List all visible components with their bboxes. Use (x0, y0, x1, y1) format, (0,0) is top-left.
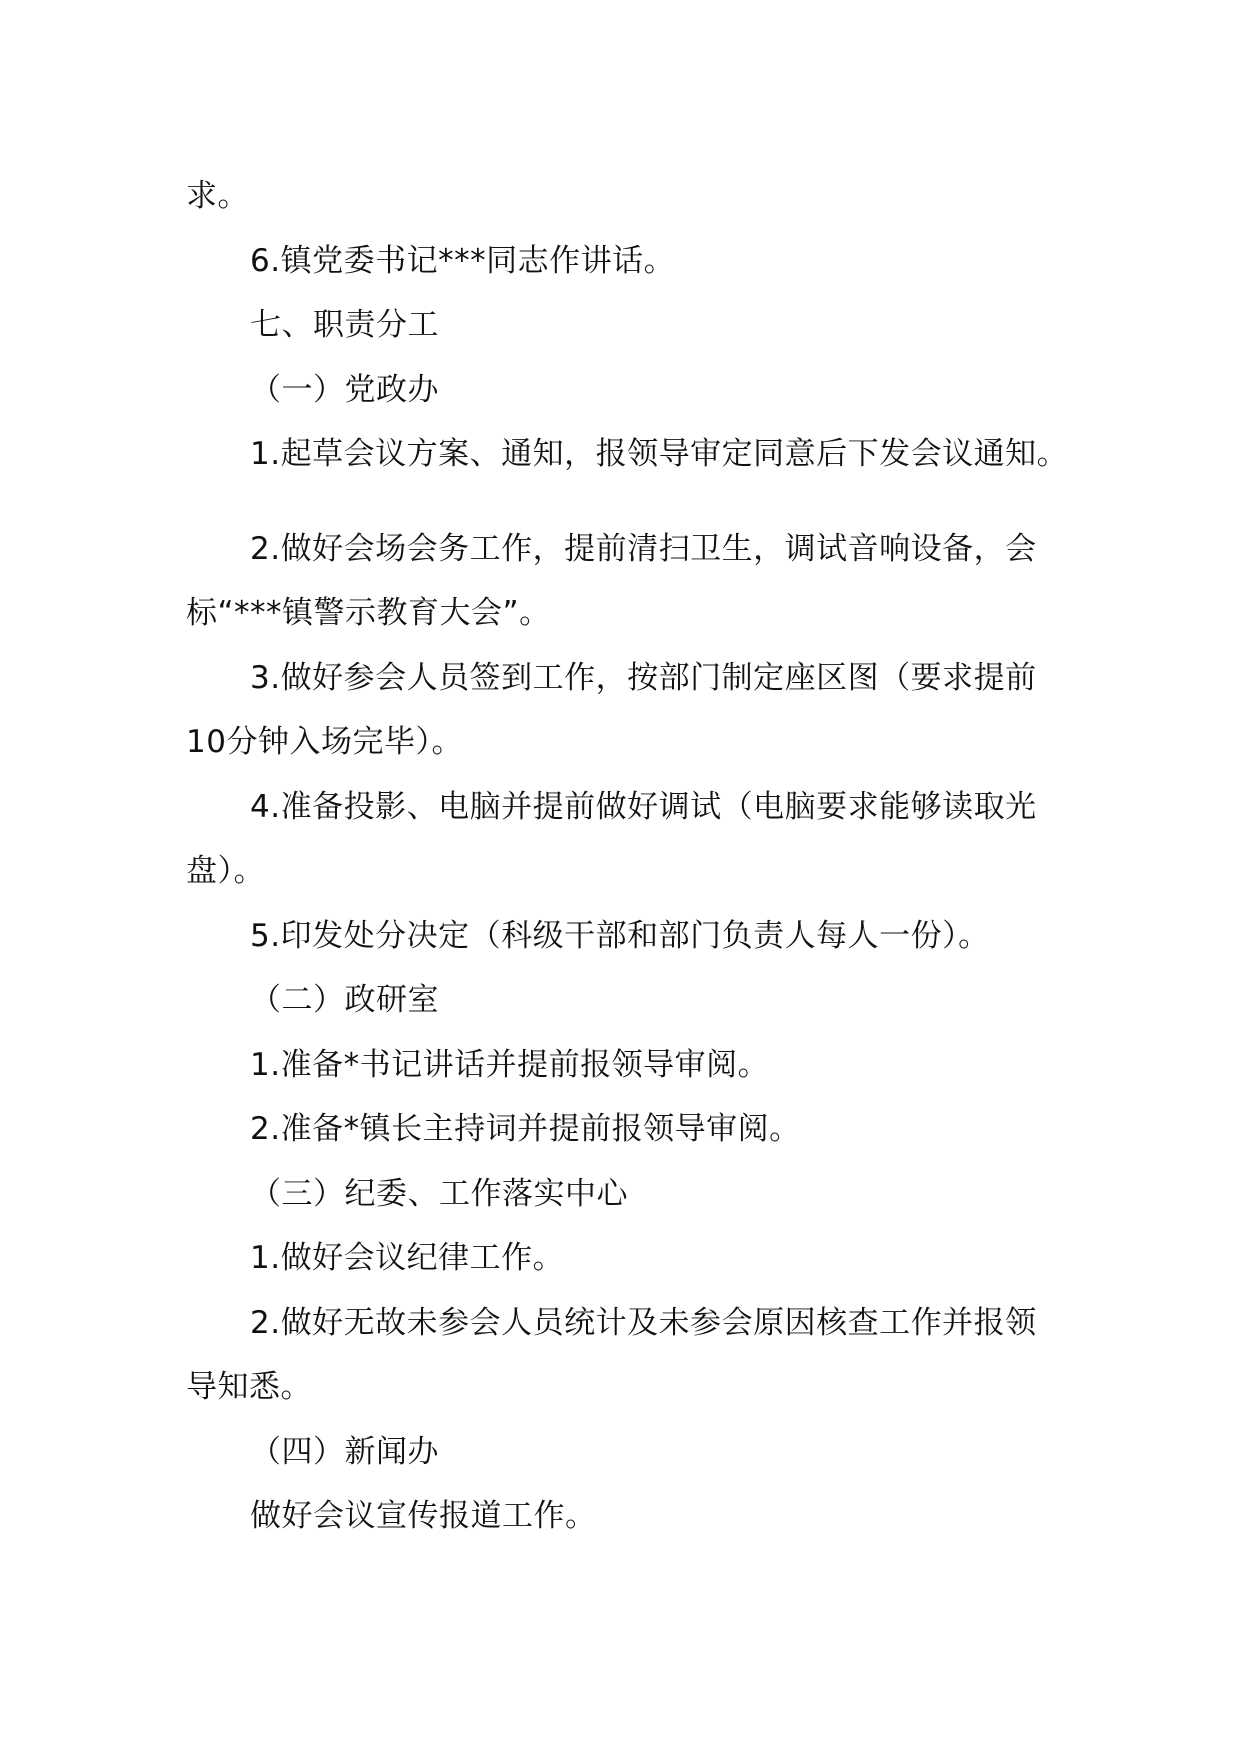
subsection-heading: （二）政研室 (250, 982, 439, 1018)
text-line: 标“***镇警示教育大会”。 (186, 595, 551, 631)
text-line: 10分钟入场完毕）。 (186, 724, 463, 760)
text-line: 4.准备投影、电脑并提前做好调试（电脑要求能够读取光 (250, 789, 1037, 825)
section-heading: 七、职责分工 (250, 307, 439, 343)
text-line: 1.准备*书记讲话并提前报领导审阅。 (250, 1047, 770, 1083)
text-line: 导知悉。 (186, 1369, 312, 1405)
text-line: 1.做好会议纪律工作。 (250, 1240, 565, 1276)
subsection-heading: （四）新闻办 (250, 1434, 439, 1470)
text-line: 1.起草会议方案、通知，报领导审定同意后下发会议通知。 (250, 436, 1069, 472)
text-line: 2.准备*镇长主持词并提前报领导审阅。 (250, 1111, 801, 1147)
subsection-heading: （三）纪委、工作落实中心 (250, 1176, 628, 1212)
text-line: 2.做好无故未参会人员统计及未参会原因核查工作并报领 (250, 1305, 1037, 1341)
text-line: 5.印发处分决定（科级干部和部门负责人每人一份）。 (250, 918, 990, 954)
text-line: 6.镇党委书记***同志作讲话。 (250, 243, 676, 279)
text-line: 求。 (186, 178, 249, 214)
subsection-heading: （一）党政办 (250, 372, 439, 408)
text-line: 盘）。 (186, 853, 265, 889)
text-line: 2.做好会场会务工作，提前清扫卫生，调试音响设备，会 (250, 531, 1037, 567)
text-line: 做好会议宣传报道工作。 (250, 1498, 597, 1534)
text-line: 3.做好参会人员签到工作，按部门制定座区图（要求提前 (250, 660, 1037, 696)
